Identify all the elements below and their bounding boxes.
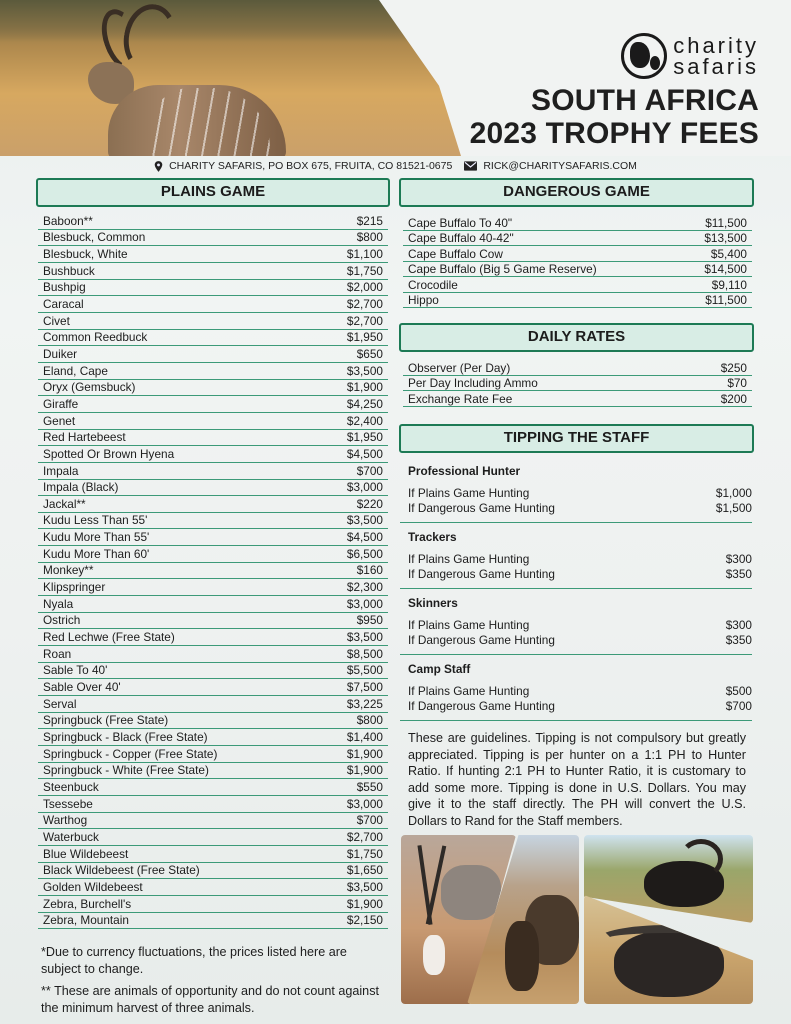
tipping-row (400, 566, 752, 582)
item-price: $4,500 (346, 530, 383, 545)
item-name: Serval (43, 696, 77, 711)
item-price: $8,500 (346, 646, 383, 661)
plains-row (38, 480, 388, 497)
plains-row (38, 879, 388, 896)
item-name: Blesbuck, Common (43, 230, 146, 245)
item-price: $1,100 (346, 246, 383, 261)
item-price: $2,150 (346, 913, 383, 928)
plains-row (38, 246, 388, 263)
daily-rate-row (403, 360, 752, 376)
item-name: If Plains Game Hunting (408, 683, 530, 698)
item-name: Impala (Black) (43, 480, 119, 495)
item-price: $1,750 (346, 846, 383, 861)
tipping-heading (399, 424, 754, 453)
item-name: If Dangerous Game Hunting (408, 567, 555, 582)
plains-row (38, 230, 388, 247)
contact-bar (0, 157, 791, 175)
item-name: Kudu More Than 60' (43, 546, 150, 561)
plains-row (38, 213, 388, 230)
item-name: If Dangerous Game Hunting (408, 633, 555, 648)
plains-row (38, 546, 388, 563)
item-price: $650 (356, 346, 383, 361)
item-price: $1,650 (346, 863, 383, 878)
photo-collage (401, 835, 753, 1004)
daily-rate-row (403, 391, 752, 407)
plains-row (38, 913, 388, 930)
item-name: If Dangerous Game Hunting (408, 699, 555, 714)
item-price: $11,500 (705, 293, 747, 307)
item-name: Impala (43, 463, 79, 478)
plains-row (38, 296, 388, 313)
plains-row (38, 363, 388, 380)
item-name: Golden Wildebeest (43, 879, 143, 894)
tipping-row (400, 484, 752, 500)
item-name: Springbuck (Free State) (43, 713, 169, 728)
item-price: $1,900 (346, 763, 383, 778)
tipping-row (400, 550, 752, 566)
item-price: $300 (725, 617, 752, 632)
item-name: Steenbuck (43, 779, 99, 794)
plains-row (38, 280, 388, 297)
item-name: Cape Buffalo (Big 5 Game Reserve) (408, 262, 597, 276)
item-name: Klipspringer (43, 580, 106, 595)
plains-row (38, 829, 388, 846)
plains-row (38, 629, 388, 646)
item-name: Monkey** (43, 563, 94, 578)
plains-row (38, 529, 388, 546)
plains-row (38, 696, 388, 713)
item-name: Observer (Per Day) (408, 360, 511, 375)
item-name: Black Wildebeest (Free State) (43, 863, 200, 878)
item-name: Per Day Including Ammo (408, 376, 538, 390)
item-price: $2,300 (346, 580, 383, 595)
footnote-currency: *Due to currency fluctuations, the prices listed here are subject to change. (41, 945, 347, 976)
brand-wordmark (673, 35, 759, 77)
item-price: $3,000 (346, 796, 383, 811)
plains-row (38, 496, 388, 513)
item-name: If Dangerous Game Hunting (408, 501, 555, 516)
item-price: $800 (356, 230, 383, 245)
tipping-section (400, 662, 752, 721)
item-price: $1,750 (346, 263, 383, 278)
plains-row (38, 679, 388, 696)
location-pin-icon (154, 161, 163, 172)
item-name: Springbuck - Black (Free State) (43, 730, 208, 744)
item-name: If Plains Game Hunting (408, 551, 530, 566)
item-price: $160 (356, 563, 383, 578)
item-price: $3,500 (346, 879, 383, 894)
item-price: $1,950 (346, 330, 383, 345)
item-name: If Plains Game Hunting (408, 485, 530, 500)
item-name: Cape Buffalo Cow (408, 246, 503, 261)
item-name: Oryx (Gemsbuck) (43, 380, 136, 395)
item-price: $14,500 (704, 262, 747, 276)
item-price: $215 (356, 213, 383, 228)
item-price: $1,950 (346, 430, 383, 445)
plains-row (38, 579, 388, 596)
item-price: $2,000 (346, 280, 383, 295)
plains-row (38, 813, 388, 830)
dangerous-row (403, 277, 752, 293)
item-name: Eland, Cape (43, 363, 108, 378)
footnote-opportunity: ** These are animals of opportunity and do not count against the minimum harvest of three animals. (41, 984, 379, 1015)
brand-logo (621, 33, 759, 79)
plains-heading-text: PLAINS GAME (160, 183, 266, 200)
tipping-section (400, 596, 752, 655)
daily-rates-list (403, 360, 752, 407)
item-name: Exchange Rate Fee (408, 391, 513, 406)
item-name: Springbuck - White (Free State) (43, 763, 209, 778)
item-name: Crocodile (408, 277, 458, 292)
item-name: Blue Wildebeest (43, 846, 129, 861)
item-price: $13,500 (704, 231, 747, 245)
plains-row (38, 596, 388, 613)
plains-game-heading (36, 178, 390, 207)
item-price: $1,900 (346, 746, 383, 761)
item-price: $3,500 (346, 513, 383, 528)
contact-address: CHARITY SAFARIS, PO BOX 675, FRUITA, CO 81521-0675 (169, 160, 453, 172)
tipping-note: These are guidelines. Tipping is not compulsory but greatly appreciated. Tipping is per hunter on a 1:1 PH to Hunter Ratio. If hunting 2:1 PH to Hunter Ratio, it is customary to add some more. Tipping is done in U.S. Dollars. You may give it to the staff directly. The PH will convert the U.S. Dollars to Rand for the Staff members. (408, 731, 746, 828)
item-name: Genet (43, 413, 76, 428)
item-price: $2,700 (346, 313, 383, 328)
item-price: $250 (720, 360, 747, 375)
plains-row (38, 513, 388, 530)
item-name: Sable To 40' (43, 663, 108, 678)
item-name: Zebra, Burchell's (43, 896, 132, 911)
item-price: $6,500 (346, 546, 383, 561)
item-price: $1,000 (715, 485, 752, 500)
item-name: Zebra, Mountain (43, 913, 129, 928)
item-price: $1,900 (346, 896, 383, 911)
item-name: Blesbuck, White (43, 246, 128, 261)
item-price: $550 (356, 779, 383, 794)
dangerous-row (403, 215, 752, 231)
dangerous-heading-text: DANGEROUS GAME (503, 183, 650, 200)
tipping-row (400, 500, 752, 516)
item-name: Springbuck - Copper (Free State) (43, 746, 218, 761)
item-price: $4,500 (346, 446, 383, 461)
plains-row (38, 263, 388, 280)
treeline (0, 0, 420, 42)
item-name: Red Hartebeest (43, 430, 126, 445)
item-price: $1,900 (346, 380, 383, 395)
item-price: $3,500 (346, 630, 383, 645)
daily-rates-heading (399, 323, 754, 352)
item-name: Roan (43, 646, 72, 661)
item-price: $500 (725, 683, 752, 698)
item-name: Kudu More Than 55' (43, 530, 150, 545)
item-price: $950 (356, 613, 383, 628)
item-name: Warthog (43, 813, 88, 828)
plains-row (38, 896, 388, 913)
item-name: Tsessebe (43, 796, 93, 811)
brand-line1: charity (673, 33, 759, 58)
item-name: Kudu Less Than 55' (43, 513, 148, 528)
item-price: $2,700 (346, 296, 383, 311)
plains-row (38, 729, 388, 746)
plains-row (38, 563, 388, 580)
tipping-section-title: Skinners (408, 596, 458, 610)
tipping-row (400, 632, 752, 648)
plains-row (38, 846, 388, 863)
item-name: Common Reedbuck (43, 330, 148, 345)
plains-row (38, 463, 388, 480)
item-name: Sable Over 40' (43, 680, 121, 695)
item-name: Nyala (43, 596, 74, 611)
tipping-section-title: Trackers (408, 530, 457, 544)
tipping-row (400, 698, 752, 714)
dangerous-game-heading (399, 178, 754, 207)
daily-heading-text: DAILY RATES (527, 328, 626, 345)
dangerous-row (403, 262, 752, 278)
item-price: $4,250 (346, 396, 383, 411)
plains-row (38, 396, 388, 413)
item-price: $800 (356, 713, 383, 728)
item-price: $3,500 (346, 363, 383, 378)
item-price: $2,700 (346, 829, 383, 844)
plains-row (38, 613, 388, 630)
brand-line2: safaris (673, 54, 759, 79)
item-price: $3,000 (346, 596, 383, 611)
item-name: Baboon** (43, 213, 93, 228)
item-name: Bushbuck (43, 263, 95, 278)
email-icon (464, 161, 477, 171)
item-price: $3,225 (346, 696, 383, 711)
item-name: Red Lechwe (Free State) (43, 630, 175, 645)
item-price: $9,110 (711, 277, 747, 292)
plains-row (38, 330, 388, 347)
title-line1: SOUTH AFRICA (531, 84, 759, 117)
item-price: $300 (725, 551, 752, 566)
item-price: $2,400 (346, 413, 383, 428)
item-name: Hippo (408, 293, 439, 307)
tipping-section-title: Professional Hunter (408, 464, 521, 478)
item-price: $11,500 (705, 215, 747, 230)
page-title (470, 84, 759, 150)
item-price: $700 (725, 699, 752, 714)
item-price: $200 (720, 391, 747, 406)
plains-row (38, 713, 388, 730)
dangerous-row (403, 293, 752, 309)
daily-rate-row (403, 376, 752, 392)
dangerous-row (403, 231, 752, 247)
item-price: $5,400 (710, 246, 747, 261)
item-price: $3,000 (346, 480, 383, 495)
item-price: $350 (725, 633, 752, 648)
item-name: Bushpig (43, 280, 86, 295)
tipping-heading-text: TIPPING THE STAFF (503, 429, 650, 446)
item-name: Cape Buffalo To 40" (408, 215, 513, 230)
item-name: Giraffe (43, 396, 79, 411)
plains-row (38, 863, 388, 880)
plains-game-list (38, 213, 388, 929)
plains-row (38, 779, 388, 796)
item-price: $7,500 (346, 680, 383, 695)
item-name: Duiker (43, 346, 78, 361)
item-price: $700 (356, 813, 383, 828)
plains-row (38, 413, 388, 430)
item-price: $350 (725, 567, 752, 582)
globe-icon (621, 33, 667, 79)
item-name: Waterbuck (43, 829, 99, 844)
tipping-section (400, 530, 752, 589)
plains-row (38, 746, 388, 763)
tipping-row (400, 616, 752, 632)
item-price: $220 (356, 496, 383, 511)
plains-row (38, 796, 388, 813)
tipping-section (400, 464, 752, 523)
tipping-row (400, 682, 752, 698)
item-price: $1,400 (346, 730, 383, 744)
dangerous-game-list (403, 215, 752, 308)
item-name: Jackal** (43, 496, 86, 511)
item-price: $700 (356, 463, 383, 478)
item-price: $5,500 (346, 663, 383, 678)
item-name: If Plains Game Hunting (408, 617, 530, 632)
item-name: Ostrich (43, 613, 81, 628)
dangerous-row (403, 246, 752, 262)
item-name: Cape Buffalo 40-42" (408, 231, 514, 245)
item-name: Spotted Or Brown Hyena (43, 446, 175, 461)
item-name: Caracal (43, 296, 84, 311)
plains-row (38, 380, 388, 397)
plains-row (38, 763, 388, 780)
title-line2: 2023 TROPHY FEES (469, 117, 759, 150)
plains-row (38, 313, 388, 330)
item-price: $70 (727, 376, 747, 390)
plains-row (38, 430, 388, 447)
plains-row (38, 346, 388, 363)
plains-row (38, 663, 388, 680)
tipping-section-title: Camp Staff (408, 662, 471, 676)
contact-email[interactable]: RICK@CHARITYSAFARIS.COM (483, 160, 637, 172)
plains-row (38, 446, 388, 463)
plains-row (38, 646, 388, 663)
item-price: $1,500 (715, 501, 752, 516)
item-name: Civet (43, 313, 70, 328)
